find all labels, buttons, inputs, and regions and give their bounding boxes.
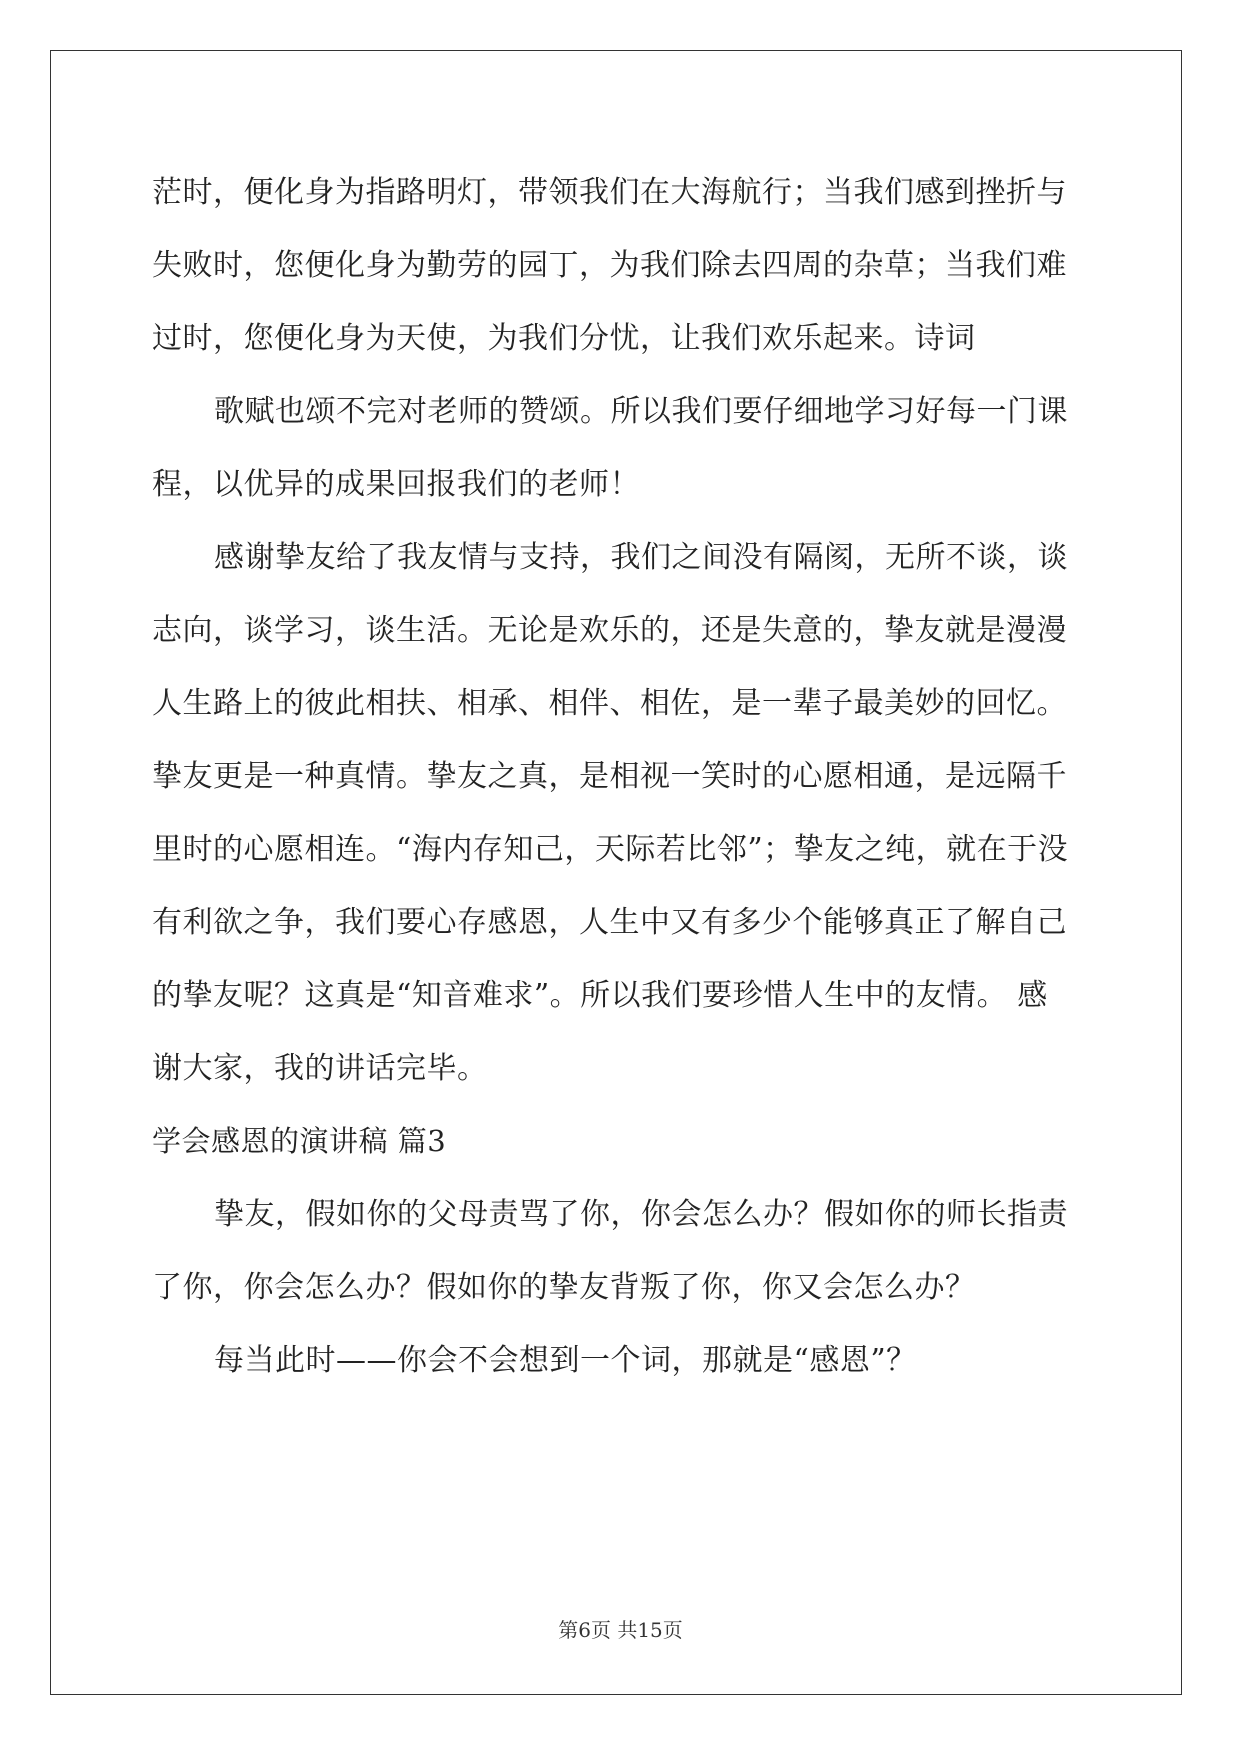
section-heading: 学会感恩的演讲稿 篇3	[152, 1124, 447, 1158]
text-line-8: 人生路上的彼此相扶、相承、相伴、相佐，是一辈子最美妙的回忆。	[152, 686, 1067, 721]
page-number-footer: 第6页 共15页	[558, 1618, 683, 1642]
text-line-16: 了你，你会怎么办？假如你的挚友背叛了你，你又会怎么办？	[152, 1270, 976, 1305]
text-line-9: 挚友更是一种真情。挚友之真，是相视一笑时的心愿相通，是远隔千	[152, 759, 1067, 794]
text-line-1: 茫时，便化身为指路明灯，带领我们在大海航行；当我们感到挫折与	[152, 175, 1067, 210]
text-line-4: 歌赋也颂不完对老师的赞颂。所以我们要仔细地学习好每一门课	[214, 394, 1068, 429]
text-line-5: 程，以优异的成果回报我们的老师！	[152, 467, 640, 502]
text-line-2: 失败时，您便化身为勤劳的园丁，为我们除去四周的杂草；当我们难	[152, 248, 1067, 283]
text-line-3: 过时，您便化身为天使，为我们分忧，让我们欢乐起来。诗词	[152, 321, 976, 356]
text-line-17: 每当此时——你会不会想到一个词，那就是“感恩”？	[214, 1343, 917, 1378]
text-line-10: 里时的心愿相连。“海内存知己，天际若比邻”；挚友之纯，就在于没	[152, 832, 1069, 867]
text-line-13: 谢大家，我的讲话完毕。	[152, 1051, 488, 1086]
document-body	[152, 156, 1088, 1397]
text-line-15: 挚友，假如你的父母责骂了你，你会怎么办？假如你的师长指责	[214, 1197, 1068, 1232]
text-line-6: 感谢挚友给了我友情与支持，我们之间没有隔阂，无所不谈，谈	[214, 540, 1068, 575]
text-line-7: 志向，谈学习，谈生活。无论是欢乐的，还是失意的，挚友就是漫漫	[152, 613, 1067, 648]
text-line-11: 有利欲之争，我们要心存感恩，人生中又有多少个能够真正了解自己	[152, 905, 1067, 940]
text-line-12: 的挚友呢？这真是“知音难求”。所以我们要珍惜人生中的友情。 感	[152, 978, 1048, 1013]
